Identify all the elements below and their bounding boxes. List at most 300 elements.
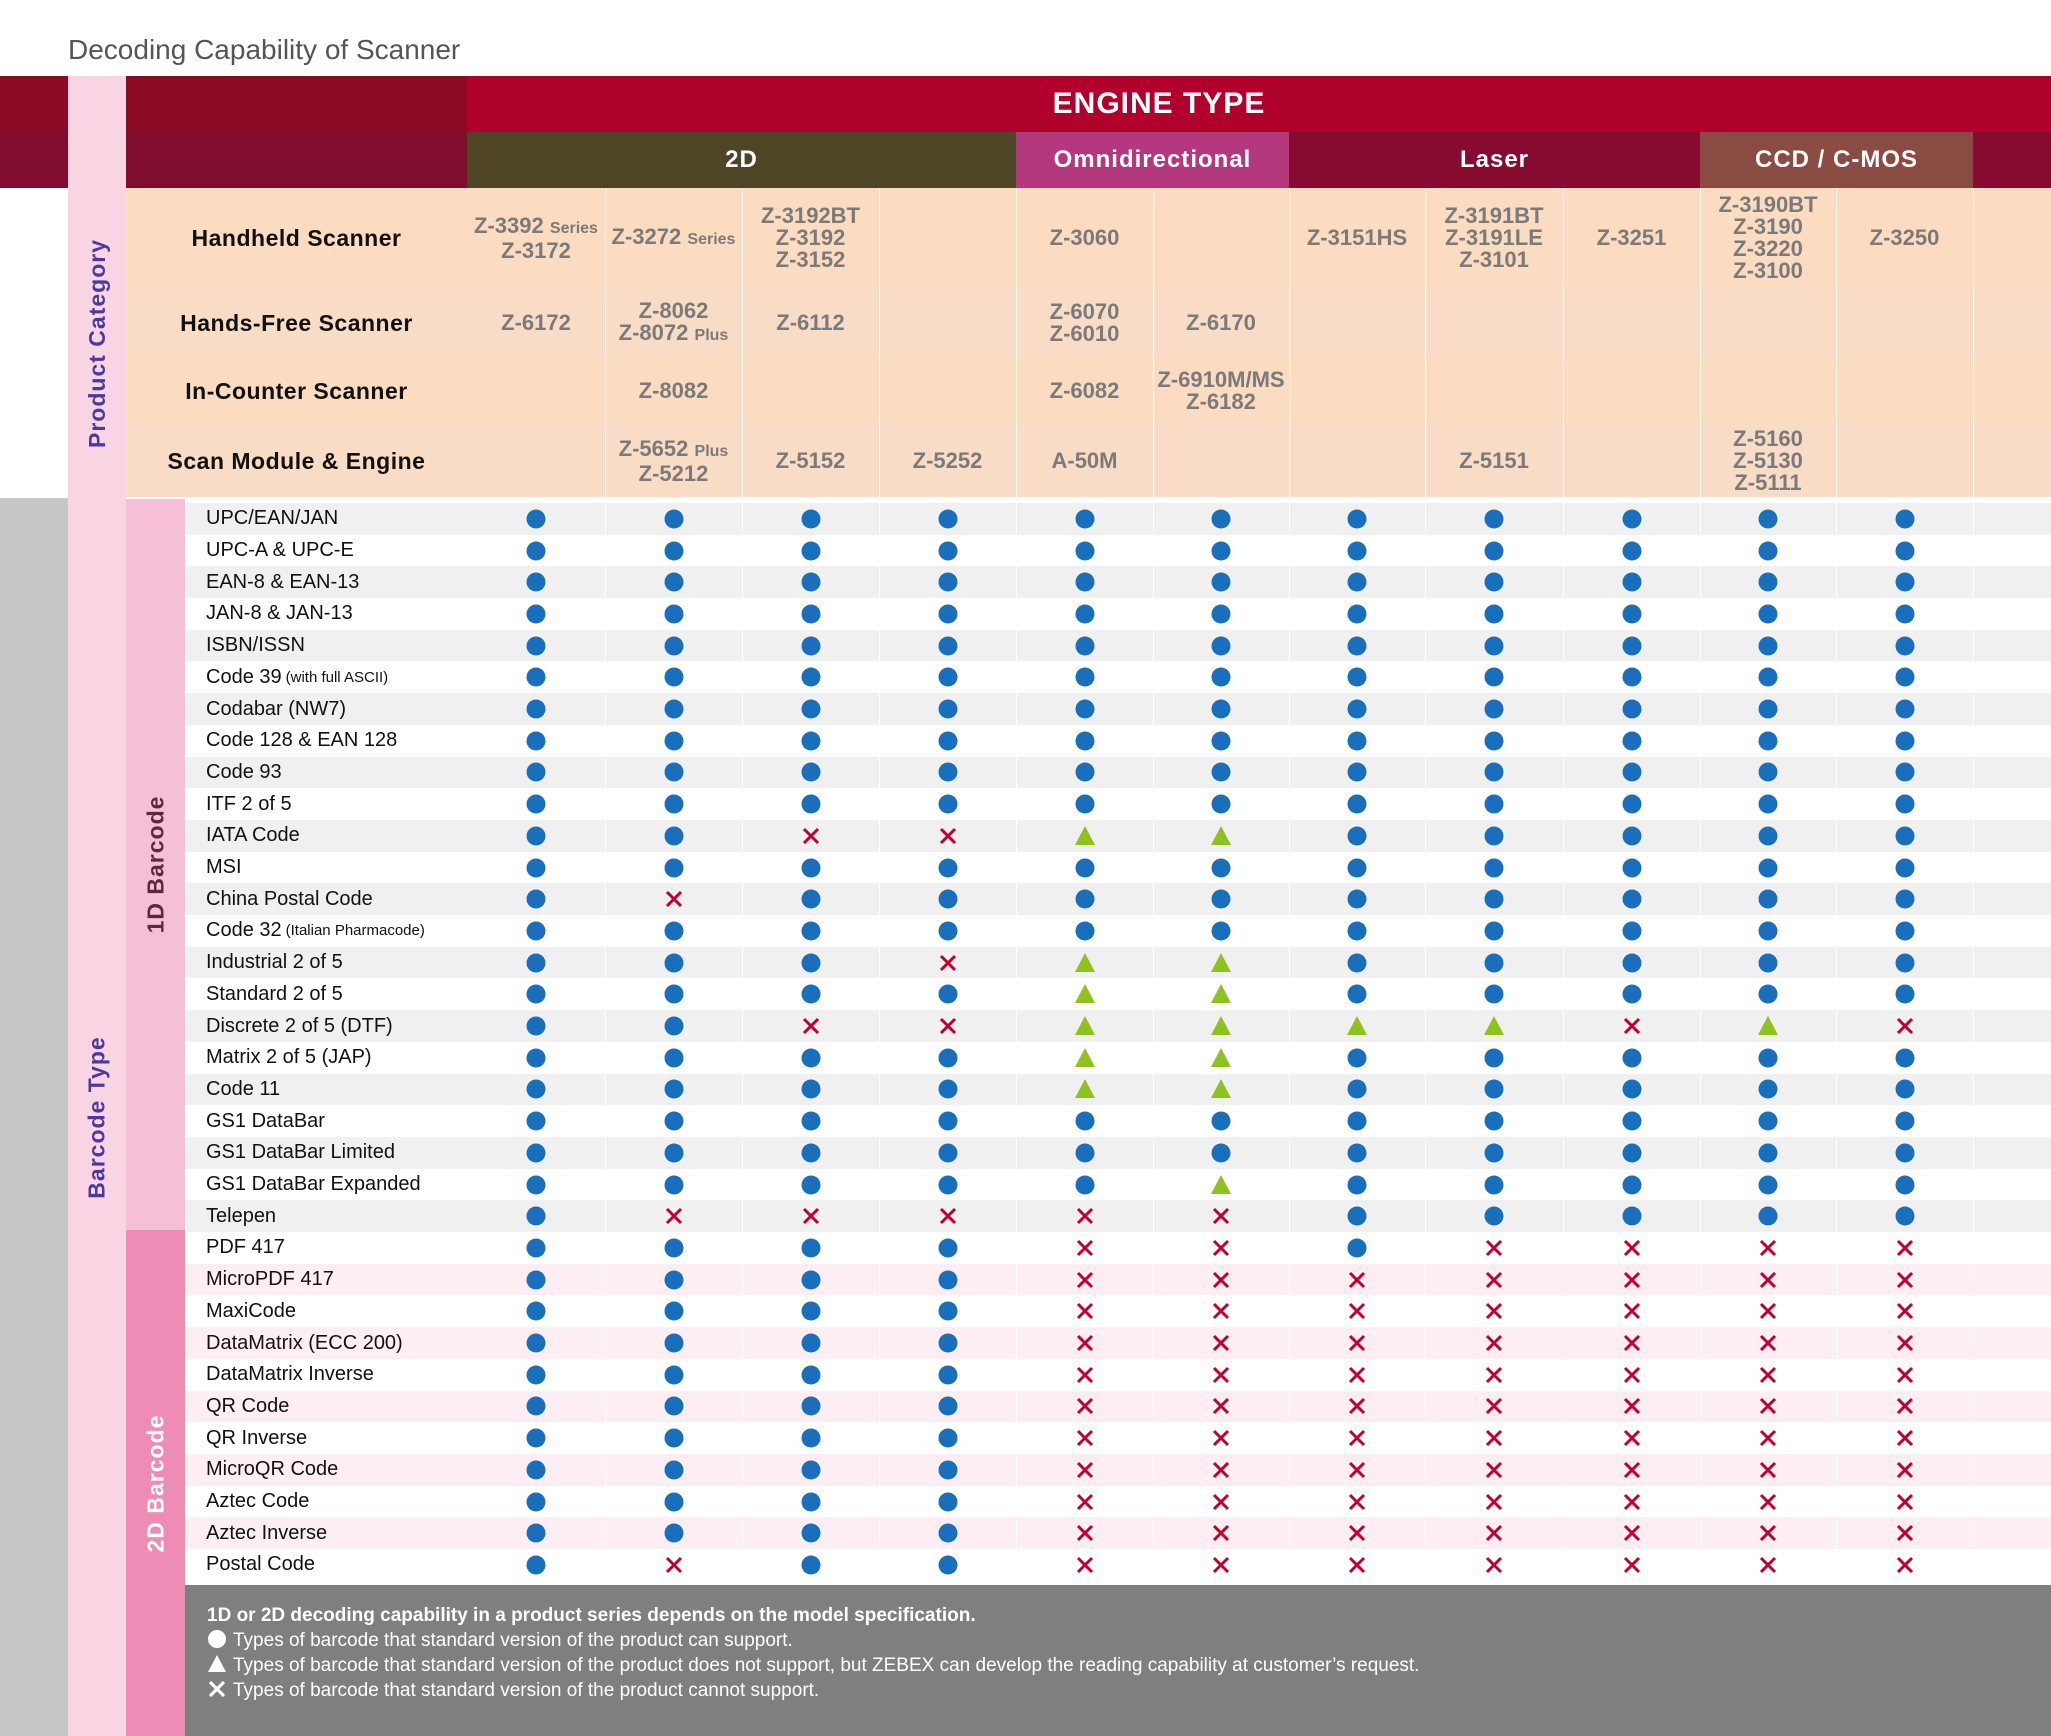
model-name [1186,312,1256,334]
supported-dot-icon [663,761,685,783]
barcode-name-text: Industrial 2 of 5 [206,951,343,974]
supported-dot-icon [663,983,685,1005]
model-number: Z-3191LE [1445,225,1543,250]
model-name [1870,227,1940,249]
barcode-name [206,1137,395,1169]
supported-dot-icon [800,761,822,783]
supported-dot-icon [525,1300,547,1322]
supported-dot-icon [525,1237,547,1259]
not-supported-cross-icon [1346,1522,1368,1544]
supported-dot-icon [663,952,685,974]
supported-dot-icon [1346,1174,1368,1196]
supported-dot-icon [1894,825,1916,847]
model-number: Z-3151HS [1306,225,1408,250]
not-supported-cross-icon [1074,1427,1096,1449]
supported-dot-icon [937,1142,959,1164]
supported-dot-icon [525,1269,547,1291]
legend-triangle-icon [207,1654,227,1674]
supported-dot-icon [1346,761,1368,783]
column-divider [1836,498,1837,1585]
supported-dot-icon [1621,540,1643,562]
model-number: Z-5151 [1459,448,1529,473]
legend-lead: 1D or 2D decoding capability in a product series depends on the model specification. [207,1605,976,1626]
barcode-name-text: Code 11 [206,1077,281,1100]
not-supported-cross-icon [1210,1491,1232,1513]
supported-dot-icon [1894,540,1916,562]
not-supported-cross-icon [937,1015,959,1037]
supported-dot-icon [525,1522,547,1544]
supported-dot-icon [1757,952,1779,974]
not-supported-cross-icon [1757,1237,1779,1259]
column-divider [1289,188,1290,498]
barcode-name [206,566,359,598]
not-supported-cross-icon [1074,1395,1096,1417]
supported-dot-icon [1074,1142,1096,1164]
supported-dot-icon [800,1459,822,1481]
barcode-name-text: MicroPDF 417 [206,1268,334,1291]
not-supported-cross-icon [1074,1522,1096,1544]
supported-dot-icon [800,952,822,974]
model-name [1050,380,1120,402]
supported-dot-icon [1483,1205,1505,1227]
barcode-name-text: JAN-8 & JAN-13 [206,602,353,625]
supported-dot-icon [663,825,685,847]
engine-group-header: CCD / C-MOS [1700,132,1973,188]
product-category-label: Product Category [83,238,110,448]
model-name [761,205,860,227]
barcode-name [206,725,397,757]
supported-dot-icon [937,1427,959,1449]
model-number: Z-5130 [1733,448,1803,473]
barcode-name-text: DataMatrix (ECC 200) [206,1331,403,1354]
supported-dot-icon [1346,666,1368,688]
not-supported-cross-icon [1074,1269,1096,1291]
not-supported-cross-icon [1621,1491,1643,1513]
supported-dot-icon [937,508,959,530]
column-divider [1973,188,1974,498]
not-supported-cross-icon [1621,1015,1643,1037]
supported-dot-icon [1074,666,1096,688]
supported-dot-icon [1346,1237,1368,1259]
supported-dot-icon [1621,1047,1643,1069]
column-divider [1563,188,1564,498]
model-number: Z-3172 [501,237,571,263]
model-number: Z-6112 [776,310,845,335]
barcode-type-strip-bg [0,498,68,1736]
not-supported-cross-icon [1757,1332,1779,1354]
barcode-name-text: China Postal Code [206,887,373,910]
supported-dot-icon [1346,888,1368,910]
not-supported-cross-icon [1894,1269,1916,1291]
not-supported-cross-icon [1210,1205,1232,1227]
barcode-name [206,630,305,662]
model-number: Z-8072 [618,319,689,345]
barcode-name [206,1042,372,1074]
supported-dot-icon [1483,761,1505,783]
supported-dot-icon [800,1174,822,1196]
supported-dot-icon [1621,730,1643,752]
model-cell [879,424,1016,498]
model-cell [1563,424,1700,498]
supported-dot-icon [1346,857,1368,879]
supported-dot-icon [1346,698,1368,720]
model-name [501,237,571,263]
supported-dot-icon [800,793,822,815]
model-number: Z-3192 [775,225,846,250]
barcode-name [206,598,353,630]
supported-dot-icon [663,635,685,657]
model-cell [1425,424,1563,498]
supported-dot-icon [1346,983,1368,1005]
model-cell [1563,358,1700,424]
supported-dot-icon [1346,508,1368,530]
supported-dot-icon [937,1554,959,1576]
not-supported-cross-icon [1621,1300,1643,1322]
column-divider [1153,188,1154,498]
supported-dot-icon [525,1015,547,1037]
not-supported-cross-icon [1483,1427,1505,1449]
supported-dot-icon [525,1110,547,1132]
supported-dot-icon [663,698,685,720]
supported-dot-icon [1621,857,1643,879]
supported-dot-icon [800,666,822,688]
supported-dot-icon [1621,952,1643,974]
barcode-name-text: Postal Code [206,1553,315,1576]
supported-dot-icon [1757,825,1779,847]
supported-dot-icon [1346,635,1368,657]
model-name [776,227,846,249]
not-supported-cross-icon [1894,1364,1916,1386]
barcode-name-note: (with full ASCII) [285,668,389,686]
supported-dot-icon [937,1395,959,1417]
model-cell [1700,358,1836,424]
barcode-name [206,1264,334,1296]
supported-dot-icon [1621,571,1643,593]
supported-dot-icon [525,920,547,942]
supported-dot-icon [663,857,685,879]
not-supported-cross-icon [1346,1459,1368,1481]
supported-dot-icon [663,1364,685,1386]
not-supported-cross-icon [1483,1459,1505,1481]
supported-dot-icon [937,1110,959,1132]
supported-dot-icon [1483,1110,1505,1132]
column-divider [1425,498,1426,1585]
supported-dot-icon [663,1078,685,1100]
barcode-name [206,1169,421,1201]
supported-dot-icon [1894,698,1916,720]
supported-dot-icon [937,1300,959,1322]
supported-dot-icon [937,1364,959,1386]
not-supported-cross-icon [1346,1269,1368,1291]
not-supported-cross-icon [1210,1554,1232,1576]
custom-support-triangle-icon [1074,825,1096,847]
barcode-name-text: Standard 2 of 5 [206,982,343,1005]
supported-dot-icon [1757,888,1779,910]
not-supported-cross-icon [1894,1491,1916,1513]
supported-dot-icon [1483,508,1505,530]
supported-dot-icon [1621,1142,1643,1164]
column-divider [879,498,880,1585]
not-supported-cross-icon [1074,1554,1096,1576]
supported-dot-icon [1346,730,1368,752]
model-cell [1016,358,1153,424]
supported-dot-icon [525,1459,547,1481]
supported-dot-icon [1894,1110,1916,1132]
product-category-name: Handheld Scanner [191,224,402,251]
model-number: Z-6910M/MS [1157,367,1285,392]
model-number: Z-3272 [611,223,682,249]
supported-dot-icon [1074,635,1096,657]
model-number: Z-6010 [1049,321,1120,346]
barcode-name [206,979,343,1011]
column-divider [605,498,606,1585]
supported-dot-icon [1210,603,1232,625]
barcode-name-text: GS1 DataBar Limited [206,1141,395,1164]
supported-dot-icon [525,1554,547,1576]
supported-dot-icon [1483,888,1505,910]
model-name [1051,450,1117,472]
supported-dot-icon [1074,920,1096,942]
product-category-name: Scan Module & Engine [167,447,426,474]
supported-dot-icon [1621,888,1643,910]
supported-dot-icon [800,888,822,910]
supported-dot-icon [1483,952,1505,974]
custom-support-triangle-icon [1074,983,1096,1005]
model-name [1733,260,1803,282]
model-name [1459,249,1529,271]
model-suffix: Plus [694,326,729,344]
supported-dot-icon [800,1522,822,1544]
supported-dot-icon [1483,1078,1505,1100]
supported-dot-icon [800,920,822,942]
model-name [1186,391,1256,413]
model-number: Z-3190BT [1718,192,1818,217]
model-name [776,249,846,271]
supported-dot-icon [1210,508,1232,530]
supported-dot-icon [525,1427,547,1449]
supported-dot-icon [525,635,547,657]
model-name [1734,472,1801,494]
supported-dot-icon [1210,920,1232,942]
supported-dot-icon [663,1332,685,1354]
model-cell [1700,288,1836,358]
not-supported-cross-icon [1894,1395,1916,1417]
model-cell [742,188,879,288]
custom-support-triangle-icon [1483,1015,1505,1037]
supported-dot-icon [1757,635,1779,657]
supported-dot-icon [1346,1110,1368,1132]
supported-dot-icon [1621,761,1643,783]
supported-dot-icon [1757,983,1779,1005]
not-supported-cross-icon [1210,1364,1232,1386]
column-divider [605,188,606,498]
supported-dot-icon [663,1522,685,1544]
supported-dot-icon [663,666,685,688]
two-d-label: 2D Barcode [142,1414,169,1552]
not-supported-cross-icon [1483,1300,1505,1322]
barcode-name-text: GS1 DataBar Expanded [206,1173,421,1196]
supported-dot-icon [1346,603,1368,625]
model-number: Z-3152 [775,247,846,272]
not-supported-cross-icon [1210,1459,1232,1481]
category-bottom-divider [126,497,2051,499]
supported-dot-icon [937,983,959,1005]
supported-dot-icon [525,1395,547,1417]
supported-dot-icon [1483,857,1505,879]
not-supported-cross-icon [1483,1554,1505,1576]
barcode-name [206,1074,280,1106]
supported-dot-icon [1757,920,1779,942]
supported-dot-icon [1074,1174,1096,1196]
legend-footer [185,1585,2051,1736]
model-cell [1016,424,1153,498]
barcode-name [206,503,338,535]
supported-dot-icon [1074,698,1096,720]
supported-dot-icon [663,730,685,752]
supported-dot-icon [937,793,959,815]
supported-dot-icon [1346,540,1368,562]
supported-dot-icon [937,698,959,720]
model-name [1733,216,1803,238]
supported-dot-icon [1210,888,1232,910]
not-supported-cross-icon [1621,1332,1643,1354]
model-name [1157,369,1284,391]
supported-dot-icon [663,603,685,625]
custom-support-triangle-icon [1210,983,1232,1005]
not-supported-cross-icon [937,1205,959,1227]
not-supported-cross-icon [1621,1522,1643,1544]
model-number: Z-6170 [1186,310,1256,335]
supported-dot-icon [937,635,959,657]
column-divider [1016,188,1017,498]
not-supported-cross-icon [1894,1427,1916,1449]
model-number: Z-3251 [1596,225,1667,250]
supported-dot-icon [800,1110,822,1132]
model-cell [1836,358,1973,424]
supported-dot-icon [663,1427,685,1449]
supported-dot-icon [1757,571,1779,593]
not-supported-cross-icon [1894,1015,1916,1037]
model-name [1050,301,1120,323]
barcode-name [206,1327,403,1359]
barcode-name [206,693,346,725]
barcode-name [206,883,373,915]
supported-dot-icon [1621,508,1643,530]
supported-dot-icon [800,508,822,530]
not-supported-cross-icon [1074,1491,1096,1513]
barcode-name-text: MicroQR Code [206,1458,339,1481]
barcode-name-text: Code 93 [206,760,282,783]
custom-support-triangle-icon [1074,1047,1096,1069]
supported-dot-icon [800,1269,822,1291]
barcode-name [206,1517,327,1549]
supported-dot-icon [1346,825,1368,847]
supported-dot-icon [525,1491,547,1513]
supported-dot-icon [1483,920,1505,942]
barcode-name-text: QR Inverse [206,1426,308,1449]
barcode-name [206,1105,325,1137]
supported-dot-icon [1483,793,1505,815]
supported-dot-icon [800,1142,822,1164]
supported-dot-icon [1757,666,1779,688]
supported-dot-icon [1483,698,1505,720]
column-divider [1973,498,1974,1585]
supported-dot-icon [525,540,547,562]
barcode-name [206,757,282,789]
not-supported-cross-icon [1346,1554,1368,1576]
not-supported-cross-icon [1757,1522,1779,1544]
supported-dot-icon [1483,730,1505,752]
supported-dot-icon [1210,635,1232,657]
model-name [913,450,983,472]
model-cell [1289,188,1425,288]
not-supported-cross-icon [1346,1364,1368,1386]
not-supported-cross-icon [1757,1491,1779,1513]
custom-support-triangle-icon [1210,1174,1232,1196]
supported-dot-icon [1894,1142,1916,1164]
supported-dot-icon [1894,1174,1916,1196]
supported-dot-icon [1621,603,1643,625]
supported-dot-icon [1210,857,1232,879]
supported-dot-icon [1346,571,1368,593]
one-d-label: 1D Barcode [142,795,169,933]
supported-dot-icon [1894,888,1916,910]
supported-dot-icon [1894,983,1916,1005]
model-name [639,380,709,402]
model-cell [467,424,605,498]
supported-dot-icon [800,540,822,562]
barcode-type-label-wrap [68,498,126,1736]
column-divider [1700,188,1701,498]
model-cell [1425,358,1563,424]
supported-dot-icon [1894,603,1916,625]
barcode-name [206,915,425,947]
model-name [638,297,709,323]
model-number: Z-5652 [618,435,689,461]
product-category-name: Hands-Free Scanner [180,309,413,336]
model-name [638,460,709,486]
barcode-name [206,1391,289,1423]
model-number: Z-3100 [1733,258,1803,283]
model-suffix: Plus [694,442,729,460]
not-supported-cross-icon [1483,1364,1505,1386]
model-number: Z-3192BT [760,203,861,228]
supported-dot-icon [937,761,959,783]
supported-dot-icon [1210,1110,1232,1132]
column-divider [1016,498,1017,1585]
model-cell [467,358,605,424]
supported-dot-icon [525,1078,547,1100]
not-supported-cross-icon [800,825,822,847]
not-supported-cross-icon [1894,1300,1916,1322]
column-divider [1153,498,1154,1585]
barcode-name [206,1549,315,1581]
model-cell [879,288,1016,358]
supported-dot-icon [1621,666,1643,688]
barcode-name-text: UPC-A & UPC-E [206,539,354,562]
model-name [1459,450,1529,472]
supported-dot-icon [800,1427,822,1449]
supported-dot-icon [1757,1205,1779,1227]
model-name [776,450,846,472]
not-supported-cross-icon [663,1205,685,1227]
barcode-name-text: UPC/EAN/JAN [206,507,339,530]
model-number: Z-5111 [1734,470,1802,495]
legend-dot-text: Types of barcode that standard version of the product can support. [233,1630,793,1651]
supported-dot-icon [1483,825,1505,847]
not-supported-cross-icon [1621,1459,1643,1481]
model-cell [1289,288,1425,358]
